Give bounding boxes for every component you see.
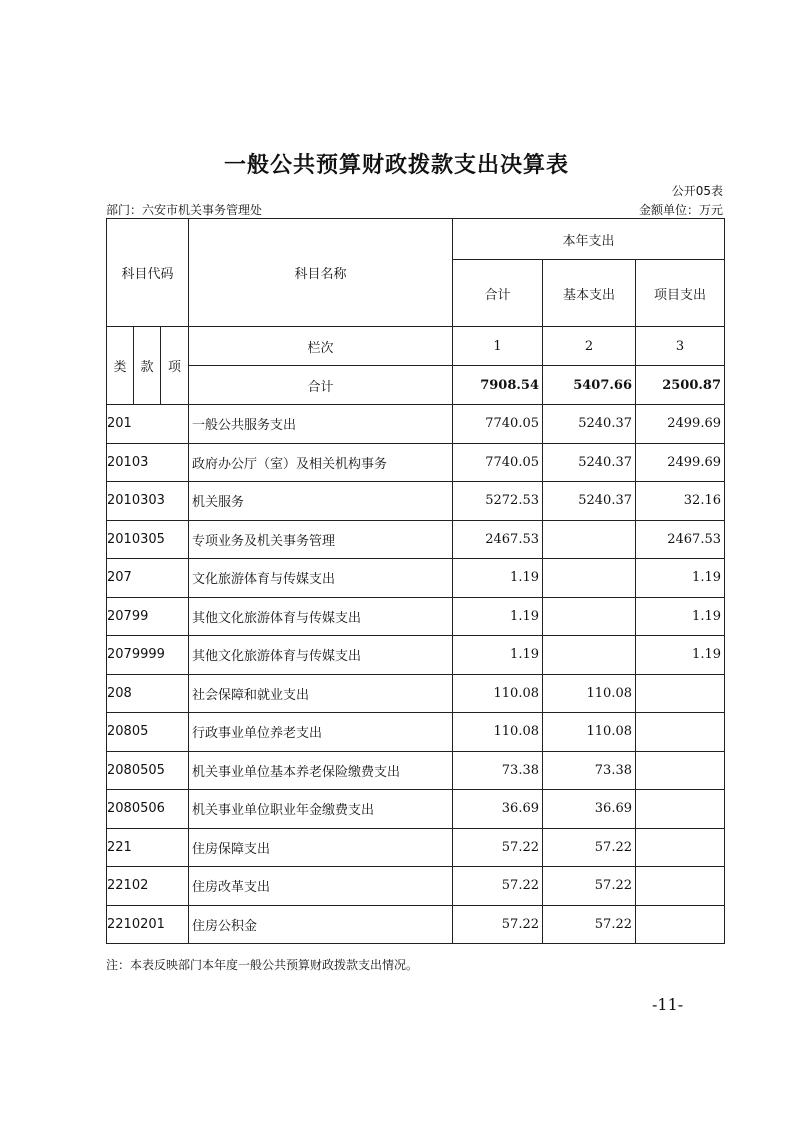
- header-column-row: 栏次: [189, 327, 453, 366]
- row-project: [636, 867, 725, 906]
- row-total: 5272.53: [453, 482, 543, 521]
- row-code: 2010303: [107, 482, 189, 521]
- table-row: [107, 674, 725, 713]
- row-basic: [543, 597, 636, 636]
- row-code: 2010305: [107, 520, 189, 559]
- table-row: [107, 790, 725, 829]
- row-total: 110.08: [453, 674, 543, 713]
- row-code: 20805: [107, 713, 189, 752]
- row-name: 住房改革支出: [189, 867, 453, 906]
- summary-basic: 5407.66: [543, 366, 636, 405]
- row-code: 201: [107, 405, 189, 444]
- row-basic: 57.22: [543, 905, 636, 944]
- page-number: -11-: [652, 995, 684, 1014]
- row-name: 机关服务: [189, 482, 453, 521]
- row-project: 32.16: [636, 482, 725, 521]
- row-total: 1.19: [453, 636, 543, 675]
- row-basic: [543, 520, 636, 559]
- row-name: 专项业务及机关事务管理: [189, 520, 453, 559]
- expenditure-table: [106, 218, 725, 944]
- table-row: [107, 636, 725, 675]
- header-lei: 类: [107, 327, 134, 405]
- row-basic: 110.08: [543, 713, 636, 752]
- header-year-spend: 本年支出: [453, 219, 725, 260]
- row-code: 2210201: [107, 905, 189, 944]
- header-project: 项目支出: [636, 260, 725, 327]
- row-name: 机关事业单位职业年金缴费支出: [189, 790, 453, 829]
- row-total: 1.19: [453, 597, 543, 636]
- row-project: [636, 905, 725, 944]
- row-name: 行政事业单位养老支出: [189, 713, 453, 752]
- header-code: 科目代码: [107, 219, 189, 327]
- header-name: 科目名称: [189, 219, 453, 327]
- row-project: 2467.53: [636, 520, 725, 559]
- row-basic: 57.22: [543, 867, 636, 906]
- header-basic: 基本支出: [543, 260, 636, 327]
- row-code: 207: [107, 559, 189, 598]
- row-name: 社会保障和就业支出: [189, 674, 453, 713]
- row-total: 7740.05: [453, 443, 543, 482]
- table-row: [107, 443, 725, 482]
- row-code: 20799: [107, 597, 189, 636]
- row-name: 一般公共服务支出: [189, 405, 453, 444]
- summary-label: 合计: [189, 366, 453, 405]
- row-code: 2080505: [107, 751, 189, 790]
- row-project: 2499.69: [636, 443, 725, 482]
- row-code: 2079999: [107, 636, 189, 675]
- header-col1: 1: [453, 327, 543, 366]
- row-basic: 5240.37: [543, 482, 636, 521]
- row-name: 其他文化旅游体育与传媒支出: [189, 636, 453, 675]
- row-name: 机关事业单位基本养老保险缴费支出: [189, 751, 453, 790]
- row-project: 1.19: [636, 597, 725, 636]
- row-code: 221: [107, 828, 189, 867]
- row-project: [636, 674, 725, 713]
- header-total: 合计: [453, 260, 543, 327]
- row-project: 1.19: [636, 636, 725, 675]
- summary-total: 7908.54: [453, 366, 543, 405]
- summary-project: 2500.87: [636, 366, 725, 405]
- row-basic: 5240.37: [543, 443, 636, 482]
- row-total: 57.22: [453, 905, 543, 944]
- row-basic: 110.08: [543, 674, 636, 713]
- row-total: 36.69: [453, 790, 543, 829]
- row-total: 57.22: [453, 828, 543, 867]
- table-row: [107, 713, 725, 752]
- row-project: [636, 751, 725, 790]
- department-label: 部门：六安市机关事务管理处: [106, 203, 263, 217]
- table-row: [107, 405, 725, 444]
- row-project: [636, 713, 725, 752]
- row-project: [636, 790, 725, 829]
- row-name: 文化旅游体育与传媒支出: [189, 559, 453, 598]
- table-row: [107, 559, 725, 598]
- row-basic: 36.69: [543, 790, 636, 829]
- row-total: 1.19: [453, 559, 543, 598]
- row-total: 7740.05: [453, 405, 543, 444]
- row-basic: [543, 636, 636, 675]
- table-row: [107, 482, 725, 521]
- row-code: 20103: [107, 443, 189, 482]
- row-project: [636, 828, 725, 867]
- row-basic: 57.22: [543, 828, 636, 867]
- row-total: 110.08: [453, 713, 543, 752]
- table-row: [107, 905, 725, 944]
- page-title: 一般公共预算财政拨款支出决算表: [223, 153, 569, 178]
- row-total: 73.38: [453, 751, 543, 790]
- row-project: 1.19: [636, 559, 725, 598]
- table-row: [107, 597, 725, 636]
- table-row: [107, 828, 725, 867]
- table-row: [107, 520, 725, 559]
- footnote: 注：本表反映部门本年度一般公共预算财政拨款支出情况。: [106, 958, 419, 972]
- unit-label: 金额单位：万元: [638, 203, 723, 217]
- row-name: 其他文化旅游体育与传媒支出: [189, 597, 453, 636]
- row-name: 政府办公厅（室）及相关机构事务: [189, 443, 453, 482]
- row-name: 住房公积金: [189, 905, 453, 944]
- table-number: 公开05表: [671, 184, 723, 198]
- header-col3: 3: [636, 327, 725, 366]
- row-name: 住房保障支出: [189, 828, 453, 867]
- table-row: [107, 867, 725, 906]
- header-xiang: 项: [161, 327, 189, 405]
- row-code: 208: [107, 674, 189, 713]
- row-basic: [543, 559, 636, 598]
- row-code: 2080506: [107, 790, 189, 829]
- row-basic: 5240.37: [543, 405, 636, 444]
- header-kuan: 款: [134, 327, 161, 405]
- table-row: [107, 751, 725, 790]
- row-code: 22102: [107, 867, 189, 906]
- header-col2: 2: [543, 327, 636, 366]
- row-total: 2467.53: [453, 520, 543, 559]
- row-project: 2499.69: [636, 405, 725, 444]
- row-basic: 73.38: [543, 751, 636, 790]
- row-total: 57.22: [453, 867, 543, 906]
